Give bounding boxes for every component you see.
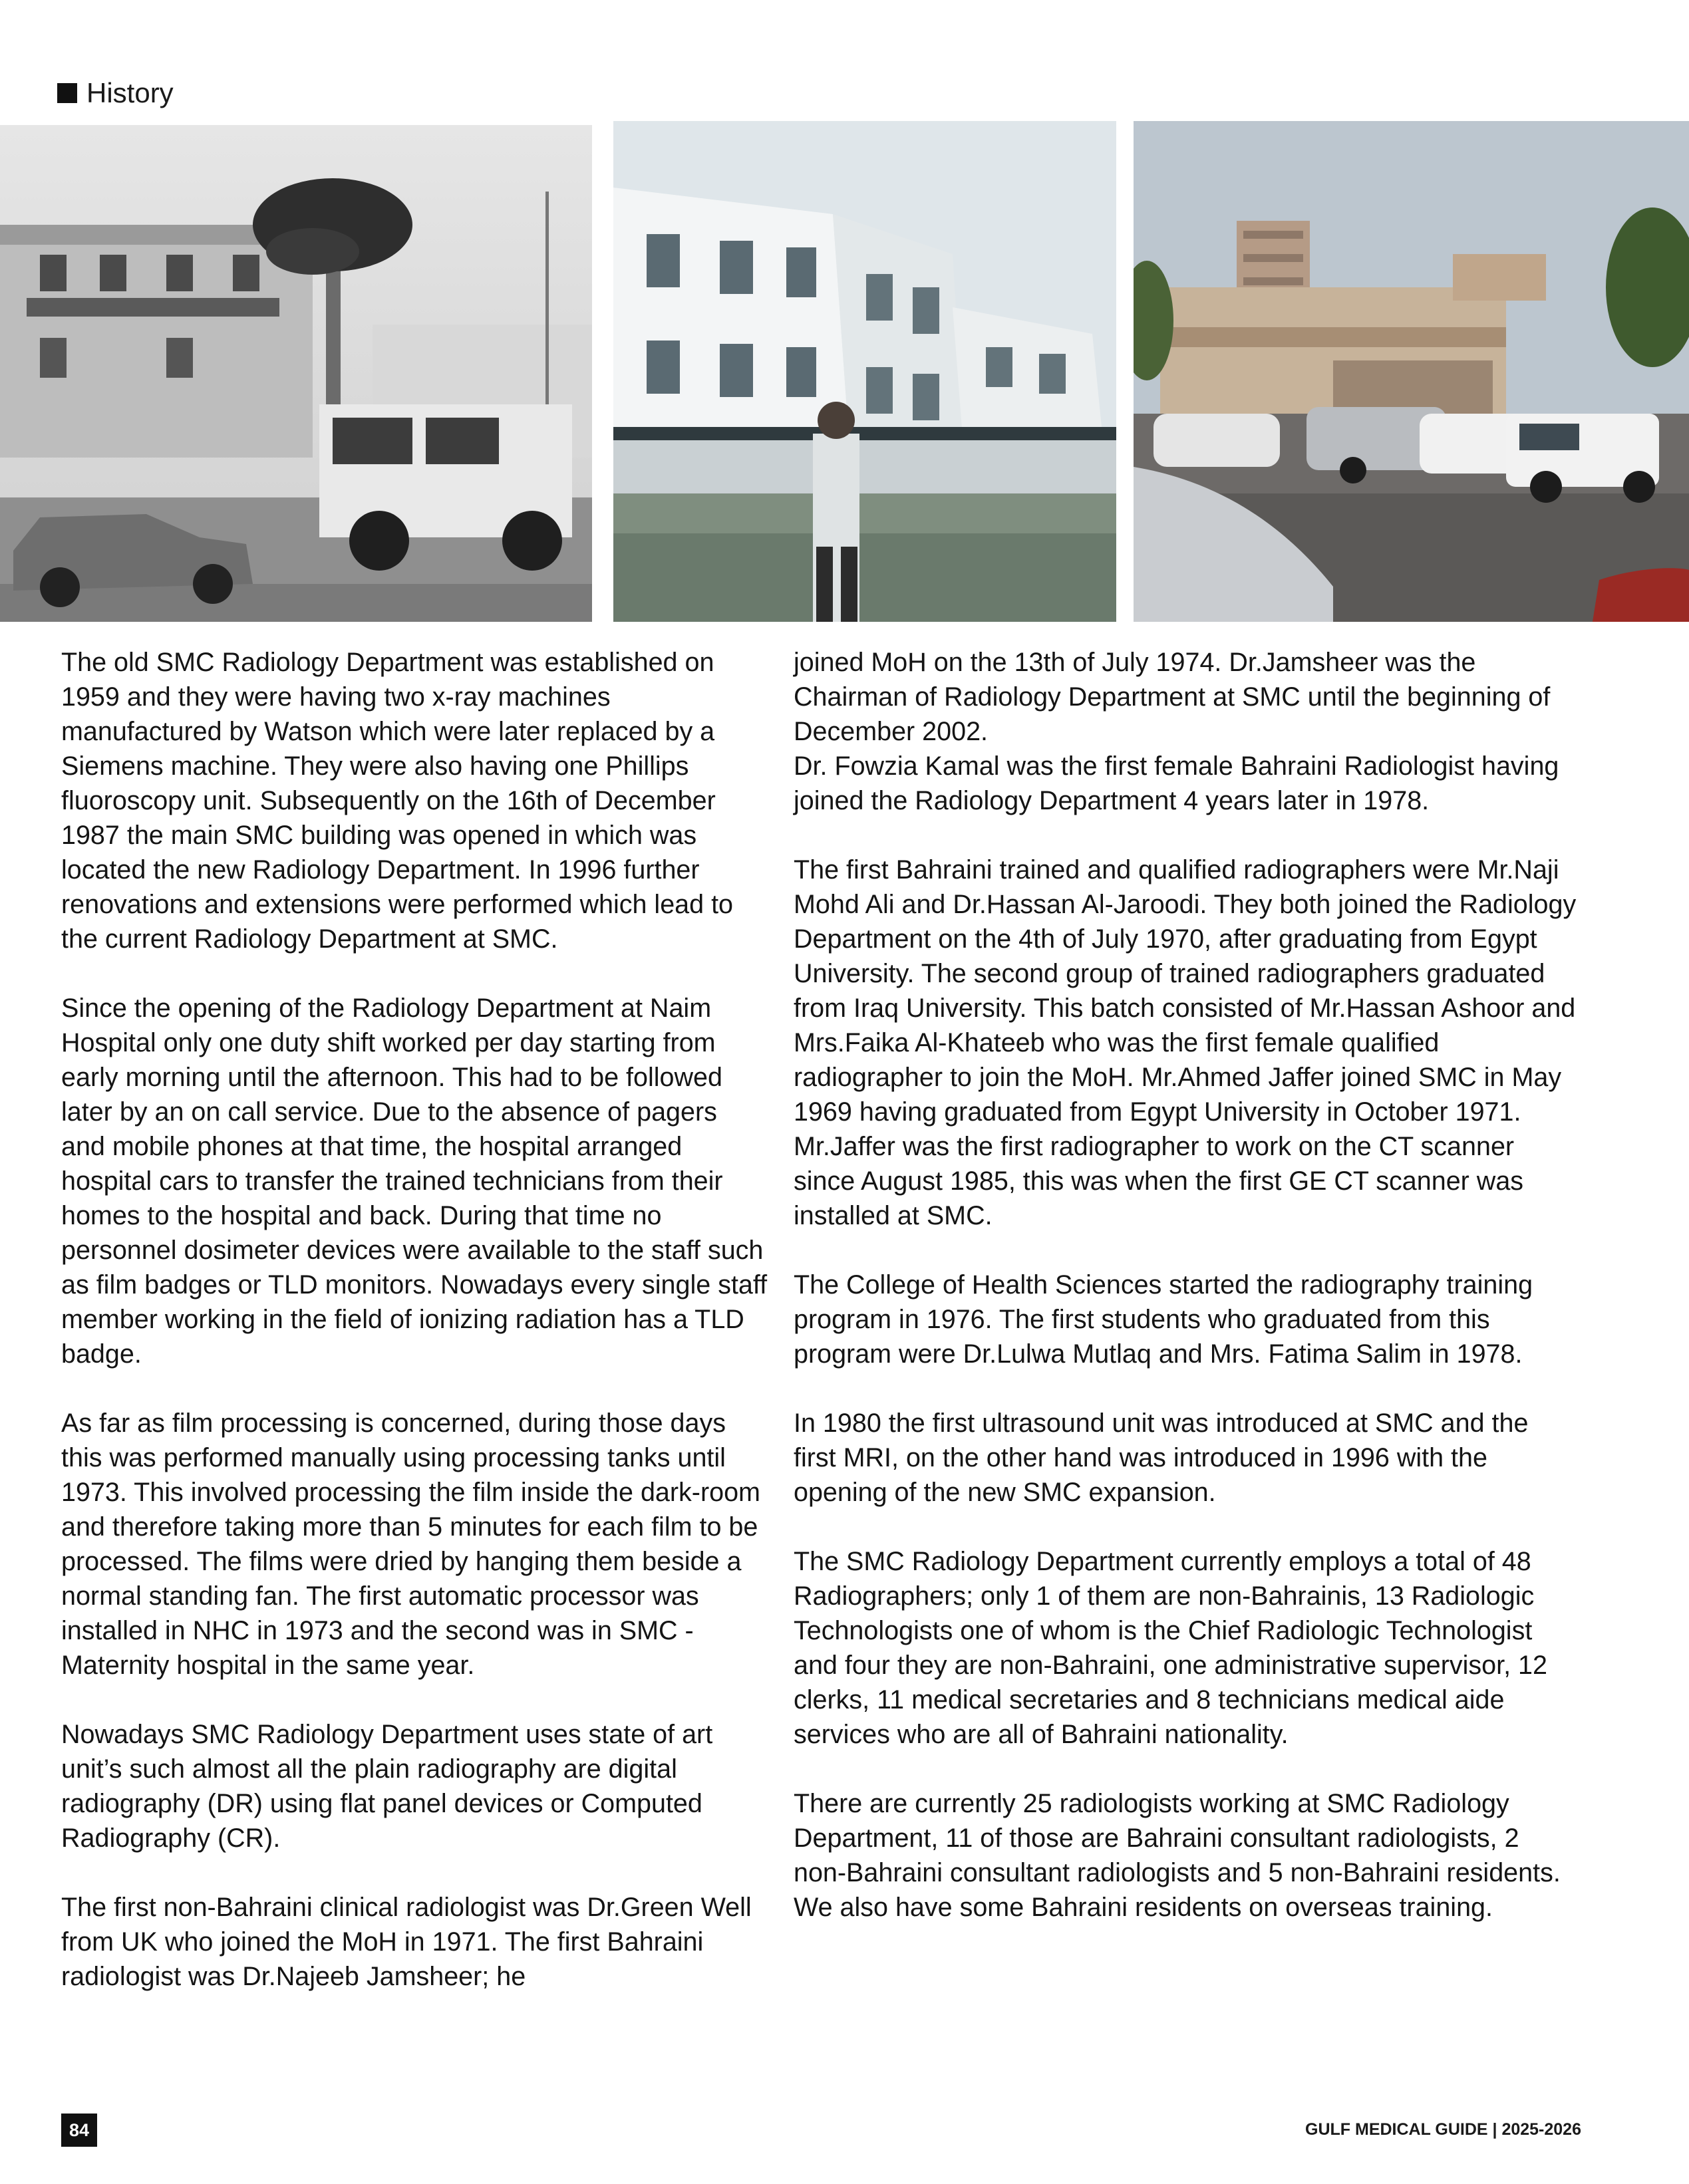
paragraph: [794, 645, 1577, 818]
paragraph: The first Bahraini trained and qualified radiographers were Mr.Naji Mohd Ali and Dr.Hassan Al-Jaroodi. They both joined the Radiology Department on the 4th of July 1970, after graduating from Egypt University. The second group of trained radiographers graduated from Iraq University. This batch consisted of Mr.Hassan Ashoor and Mrs.Faika Al-Khateeb who was the first female qualified radiographer to join the MoH. Mr.Ahmed Jaffer joined SMC in May 1969 having graduated from Egypt University in October 1971. Mr.Jaffer was the first radiographer to work on the CT scanner since August 1985, this was when the first GE CT scanner was installed at SMC.: [794, 855, 1577, 1230]
publication-footer: GULF MEDICAL GUIDE | 2025-2026: [1305, 2120, 1581, 2139]
photo-smc-parking: [1134, 121, 1689, 622]
paragraph: The old SMC Radiology Department was established on 1959 and they were having two x-ray machines manufactured by Watson which were later replaced by a Siemens machine. They were also having one Phillips fluoroscopy unit. Subsequently on the 16th of December 1987 the main SMC building was opened in which was located the new Radiology Department. In 1996 further renovations and extensions were performed which lead to the current Radiology Department at SMC.: [61, 648, 734, 954]
article-column-right: [794, 645, 1577, 1925]
section-title: History: [86, 77, 174, 108]
article-column-left: [61, 645, 768, 1994]
paragraph-line: Dr. Fowzia Kamal was the first female Bahraini Radiologist having joined the Radiology Department 4 years later in 1978.: [794, 751, 1559, 815]
paragraph: As far as film processing is concerned, during those days this was performed manually using processing tanks until 1973. This involved processing the film inside the dark-room and therefore taking more than 5 minutes for each film to be processed. The films were dried by hanging them beside a normal standing fan. The first automatic processor was installed in NHC in 1973 and the second was in SMC - Maternity hospital in the same year.: [61, 1409, 760, 1680]
paragraph: The SMC Radiology Department currently employs a total of 48 Radiographers; only 1 of them are non-Bahrainis, 13 Radiologic Technologists one of whom is the Chief Radiologic Technologist and four they are non-Bahraini, one administrative supervisor, 12 clerks, 11 medical secretaries and 8 technicians medical aide services who are all of Bahraini nationality.: [794, 1547, 1547, 1749]
paragraph: There are currently 25 radiologists working at SMC Radiology Department, 11 of those are Bahraini consultant radiologists, 2 non-Bahraini consultant radiologists and 5 non-Bahraini residents. We also have some Bahraini residents on overseas training.: [794, 1789, 1561, 1922]
photo-old-hospital: [0, 125, 592, 622]
paragraph: The first non-Bahraini clinical radiologist was Dr.Green Well from UK who joined the MoH in 1971. The first Bahraini radiologist was Dr.Najeeb Jamsheer; he: [61, 1893, 752, 1991]
paragraph: Since the opening of the Radiology Department at Naim Hospital only one duty shift worked per day starting from early morning until the afternoon. This had to be followed later by an on call service. Due to the absence of pagers and mobile phones at that time, the hospital arranged hospital cars to transfer the trained technicians from their homes to the hospital and back. During that time no personnel dosimeter devices were available to the staff such as film badges or TLD monitors. Nowadays every single staff member working in the field of ionizing radiation has a TLD badge.: [61, 994, 768, 1369]
paragraph-line: joined MoH on the 13th of July 1974. Dr.Jamsheer was the Chairman of Radiology Department at SMC until the beginning of December 2002.: [794, 648, 1551, 746]
paragraph: The College of Health Sciences started the radiography training program in 1976. The first students who graduated from this program were Dr.Lulwa Mutlaq and Mrs. Fatima Salim in 1978.: [794, 1270, 1533, 1369]
section-header: [57, 77, 174, 109]
section-square-icon: [57, 83, 77, 103]
paragraph: In 1980 the first ultrasound unit was introduced at SMC and the first MRI, on the other hand was introduced in 1996 with the opening of the new SMC expansion.: [794, 1409, 1529, 1507]
photo-old-white-building: [613, 121, 1116, 622]
page-number: 84: [61, 2114, 97, 2147]
paragraph: Nowadays SMC Radiology Department uses state of art unit’s such almost all the plain radiography are digital radiography (DR) using flat panel devices or Computed Radiography (CR).: [61, 1720, 713, 1853]
